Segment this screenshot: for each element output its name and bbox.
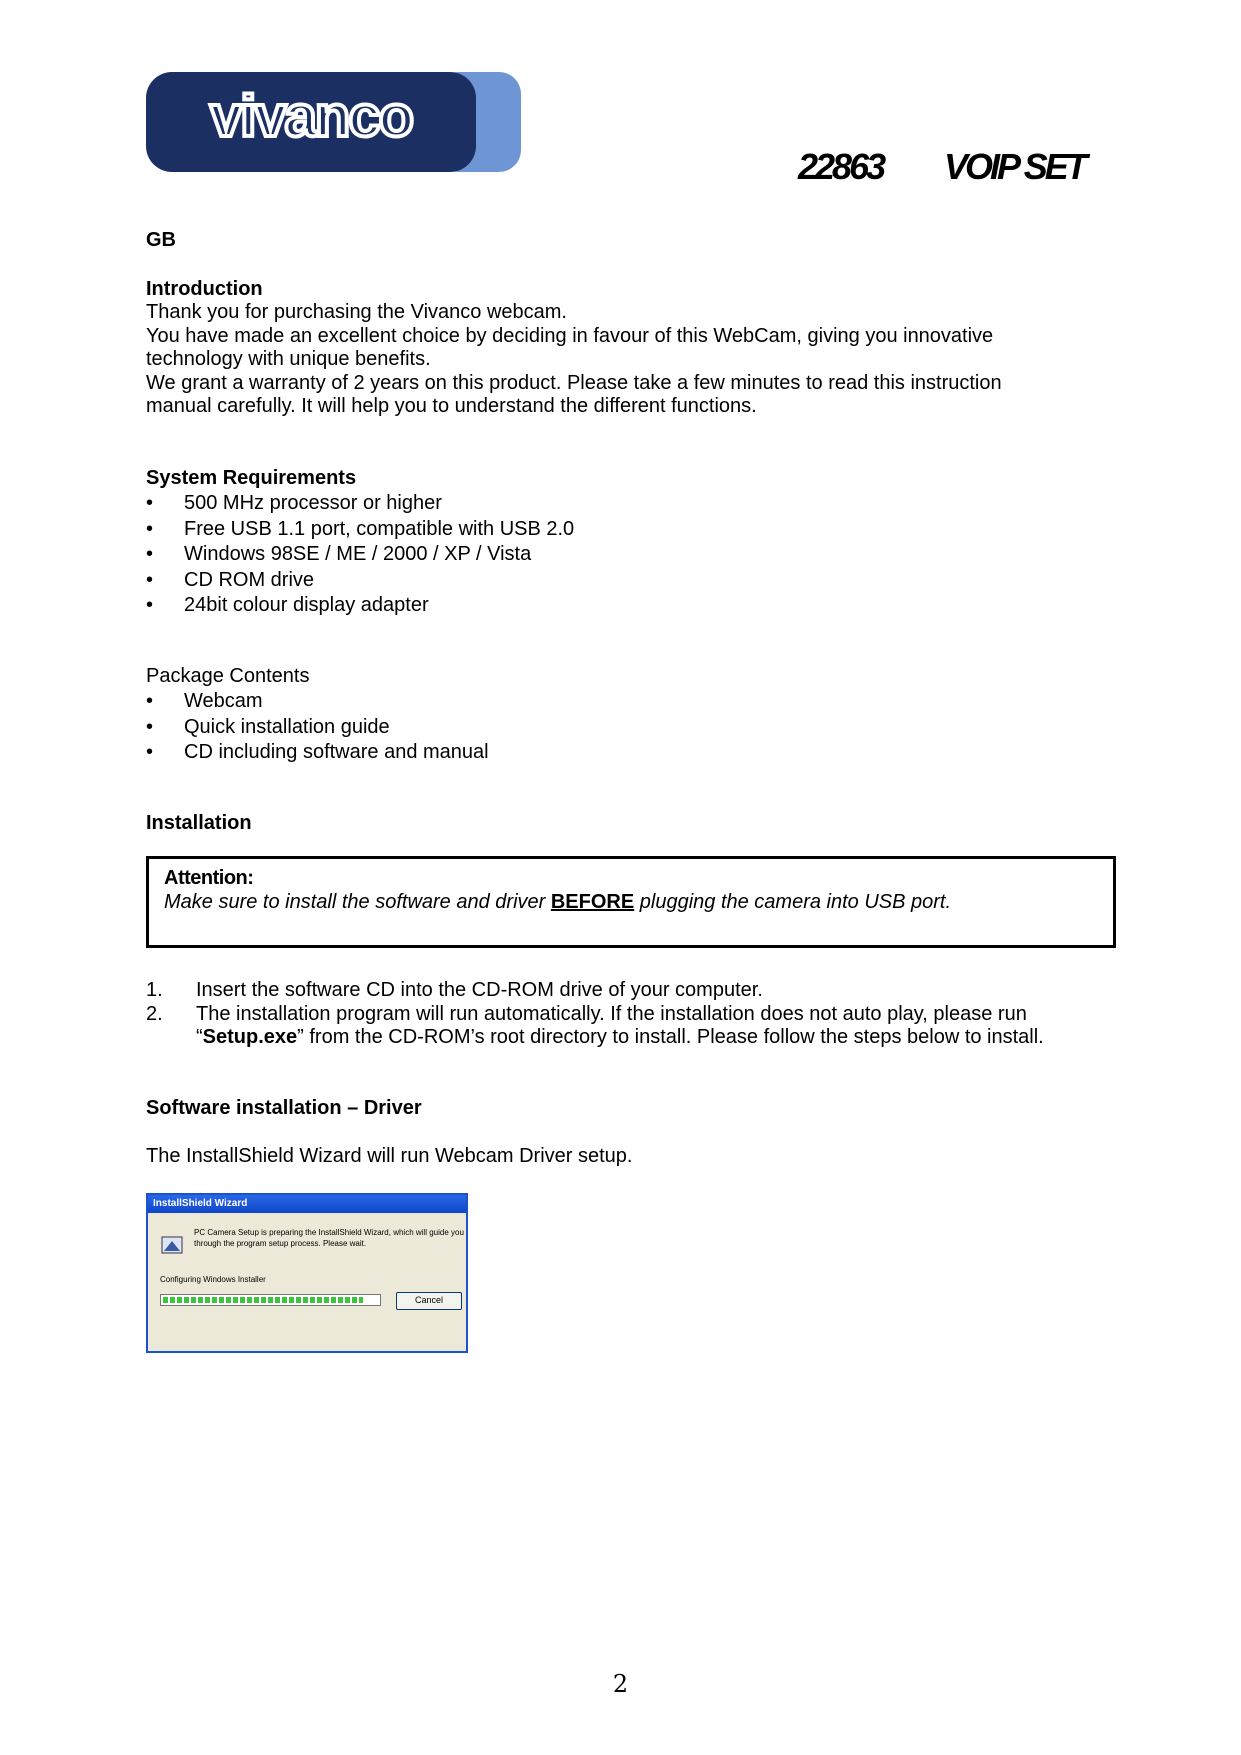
progress-bar <box>160 1294 381 1306</box>
list-item: 2. The installation program will run automatically. If the installation does not auto play, please run “Setup.exe” from the CD-ROM’s root directory to install. Please follow the steps below to install. <box>146 1002 1044 1048</box>
wizard-status: Configuring Windows Installer <box>160 1275 266 1284</box>
list-item: 1. Insert the software CD into the CD-ROM drive of your computer. <box>146 979 763 1001</box>
list-item: • Windows 98SE / ME / 2000 / XP / Vista <box>146 543 532 565</box>
intro-line: Thank you for purchasing the Vivanco webcam. <box>146 301 567 323</box>
list-item: • 500 MHz processor or higher <box>146 492 442 514</box>
doc-title: VOIP SET <box>944 146 1085 187</box>
attention-message: Make sure to install the software and driver BEFORE plugging the camera into USB port. <box>164 891 952 913</box>
sysreq-heading: System Requirements <box>146 467 357 489</box>
language-code: GB <box>146 229 176 251</box>
package-heading: Package Contents <box>146 665 310 687</box>
attention-emphasis: BEFORE <box>550 891 635 913</box>
installation-heading: Installation <box>146 812 252 834</box>
list-item: • Webcam <box>146 690 263 712</box>
vivanco-logo <box>146 72 521 172</box>
attention-title: Attention: <box>164 867 254 889</box>
package-list <box>146 689 489 766</box>
intro-line: You have made an excellent choice by deciding in favour of this WebCam, giving you innovative <box>146 324 994 347</box>
intro-heading: Introduction <box>146 278 263 300</box>
installer-icon <box>160 1233 184 1262</box>
progress-fill <box>163 1297 363 1303</box>
software-heading: Software installation – Driver <box>146 1097 422 1119</box>
software-text: The InstallShield Wizard will run Webcam Driver setup. <box>146 1145 633 1167</box>
doc-number: 22863 <box>798 146 884 187</box>
intro-line: manual carefully. It will help you to understand the different functions. <box>146 395 757 417</box>
logo-text: vivanco <box>210 84 412 149</box>
list-item: • CD ROM drive <box>146 568 315 591</box>
wizard-title: InstallShield Wizard <box>148 1195 466 1213</box>
wizard-message: PC Camera Setup is preparing the InstallShield Wizard, which will guide you through the program setup process. Please wait. <box>194 1228 464 1248</box>
installshield-wizard-screenshot <box>146 1193 468 1353</box>
intro-text <box>146 301 1002 419</box>
sysreq-list <box>146 491 574 619</box>
intro-line: technology with unique benefits. <box>146 348 431 370</box>
install-steps <box>146 979 1044 1050</box>
list-item: • CD including software and manual <box>146 741 489 763</box>
page-number: 2 <box>612 1670 629 1698</box>
list-item: • Free USB 1.1 port, compatible with USB 2.0 <box>146 517 575 540</box>
cancel-button[interactable]: Cancel <box>396 1292 462 1310</box>
list-item: • Quick installation guide <box>146 715 390 738</box>
attention-box <box>146 856 1116 948</box>
intro-line: We grant a warranty of 2 years on this product. Please take a few minutes to read this instruction <box>146 371 1002 394</box>
list-item: • 24bit colour display adapter <box>146 594 429 616</box>
